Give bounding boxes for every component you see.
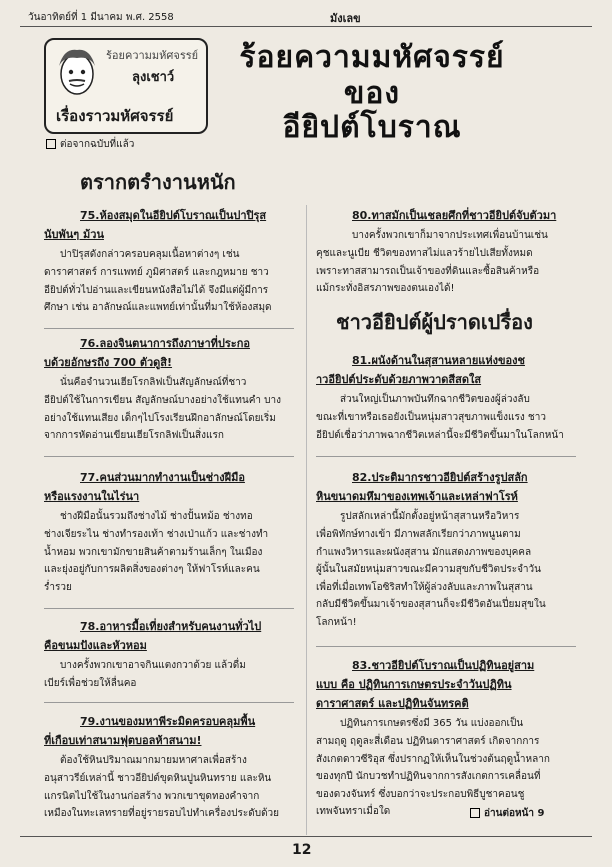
- section-heading-right: ชาวอียิปต์ผู้ปราดเปรื่อง: [336, 310, 533, 334]
- item-79-heading: 79.งานของมหาพีระมิดครอบคลุมพื้น: [80, 715, 256, 728]
- item-79-heading-cont: ที่เกือบเท่าสนามฟุตบอลห้าสนาม!: [44, 734, 202, 747]
- divider: [44, 456, 294, 457]
- divider: [316, 646, 576, 647]
- article-title-line3: อียิปต์โบราณ: [282, 110, 462, 145]
- divider: [44, 328, 294, 329]
- item-77-body-cont: ช่างเจียระไน ช่างทำรองเท้า ช่างเป่าแก้ว และช่างทำ น้ำหอม พวกเขามักขายสินค้าตามร้านเล็กๆ ในเมือง และยุ่งอยู่กับการผลิตสิ่งของต่างๆ ให้ฟาโรห์และคน ร่ำรวย: [44, 529, 269, 593]
- issue-date: วันอาทิตย์ที่ 1 มีนาคม พ.ศ. 2558: [28, 12, 174, 23]
- columnist-portrait-icon: [54, 46, 100, 100]
- continued-from-note: ต่อจากฉบับที่แล้ว: [46, 137, 134, 152]
- checkbox-bullet-icon: [46, 139, 56, 149]
- item-79-body: ต้องใช้หินปริมาณมากมายมหาศาลเพื่อสร้าง: [60, 755, 247, 766]
- item-78-heading: 78.อาหารมื้อเที่ยงสำหรับคนงานทั่วไป: [80, 620, 262, 633]
- item-78-heading-cont: คือขนมปังและหัวหอม: [44, 639, 147, 652]
- item-82-heading: 82.ประติมากรชาวอียิปต์สร้างรูปสลัก: [352, 471, 528, 484]
- item-75-body-cont: ดาราศาสตร์ การแพทย์ ภูมิศาสตร์ และกฎหมาย ชาว อียิปต์ทั่วไปอ่านและเขียนหนังสือไม่ได้ จึงมีแต่ผู้มีการ ศึกษา เช่น อาลักษณ์และแพทย์เท่านั้นที่มาใช้ห้องสมุด: [44, 267, 272, 313]
- checkbox-bullet-icon: [470, 808, 480, 818]
- publication-name: มังเลข: [330, 12, 361, 25]
- section-heading-left: ตรากตรำงานหนัก: [80, 170, 236, 194]
- item-81-heading: 81.ผนังด้านในสุสานหลายแห่งของช: [352, 354, 525, 367]
- item-81-body: ส่วนใหญ่เป็นภาพบันทึกฉากชีวิตของผู้ล่วงลับ: [340, 394, 530, 405]
- item-78-body-cont: เบียร์เพื่อช่วยให้ลื่นคอ: [44, 678, 137, 689]
- item-83-body: ปฏิทินการเกษตรซึ่งมี 365 วัน แบ่งออกเป็น: [340, 718, 524, 729]
- item-76-body-cont: อียิปต์ใช้ในการเขียน สัญลักษณ์บางอย่างใช้แทนคำ บาง อย่างใช้แทนเสียง เด็กๆไปโรงเรียนฝึกอาลักษณ์โดยเริ่ม จากการหัดอ่านเขียนเฮียโรกลิฟเป็นสิ่งแรก: [44, 395, 282, 441]
- item-80-heading: 80.ทาสมักเป็นเชลยศึกที่ชาวอียิปต์จับตัวมา: [352, 209, 557, 222]
- item-82-body: รูปสลักเหล่านี้มักตั้งอยู่หน้าสุสานหรือวิหาร: [340, 511, 520, 522]
- column-box-title: ร้อยความมหัศจรรย์: [106, 49, 199, 62]
- article-title-line2: ของ: [343, 76, 401, 111]
- item-76-heading: 76.ลองจินตนาการถึงภาษาที่ประกอ: [80, 337, 250, 350]
- item-75-heading: 75.ห้องสมุดในอียิปต์โบราณเป็นปาปิรุส: [80, 209, 267, 222]
- item-76-body: นั่นคือจำนวนเฮียโรกลิฟเป็นสัญลักษณ์ที่ชาว: [60, 377, 247, 388]
- page-number: 12: [292, 842, 312, 858]
- divider: [44, 608, 294, 609]
- item-75-heading-cont: นับพันๆ ม้วน: [44, 228, 104, 241]
- item-77-heading: 77.คนส่วนมากทำงานเป็นช่างฝีมือ: [80, 471, 245, 484]
- item-83-heading-cont: แบบ คือ ปฏิทินการเกษตรประจำวันปฏิทิน: [316, 678, 512, 691]
- columnist-name: ลุงเชาว์: [132, 70, 175, 85]
- item-77-body: ช่างฝีมือนั้นรวมถึงช่างไม้ ช่างปั้นหม้อ ช่างทอ: [60, 511, 253, 522]
- item-83-heading: 83.ชาวอียิปต์โบราณเป็นปฏิทินอยู่สาม: [352, 659, 535, 672]
- item-76-heading-cont: บด้วยอักษรถึง 700 ตัวดูสิ!: [44, 356, 173, 369]
- page-header: [20, 8, 592, 27]
- item-77-heading-cont: หรือแรงงานในไร่นา: [44, 490, 140, 503]
- column-logo-box: [44, 38, 208, 134]
- item-81-heading-cont: าวอียิปต์ประดับด้วยภาพวาดสีสดใส: [316, 373, 482, 386]
- item-78-body: บางครั้งพวกเขาอาจกินแตงกวาด้วย แล้วดื่ม: [60, 660, 246, 671]
- item-83-heading-cont2: ดาราศาสตร์ และปฏิทินจันทรคติ: [316, 697, 469, 710]
- item-79-body-cont: อนุสาวรีย์เหล่านี้ ชาวอียิปต์ขุดหินปูนหินทราย และหิน แกรนิตไปใช้ในงานก่อสร้าง พวกเขาขุดทองคำจาก เหมืองในทะเลทรายที่อยู่รายรอบไปทำเครื่องประดับด้วย: [44, 773, 280, 819]
- continue-on-page-note: อ่านต่อหน้า 9: [470, 806, 544, 821]
- item-81-body-cont: ขณะที่เขาหรือเธอยังเป็นหนุ่มสาวสุขภาพแข็งแรง ชาว อียิปต์เชื่อว่าภาพฉากชีวิตเหล่านี้จะมีชีวิตขึ้นมาในโลกหน้า: [316, 412, 564, 441]
- column-divider: [306, 205, 307, 835]
- item-82-heading-cont: หินขนาดมหึมาของเทพเจ้าและเหล่าฟาโรห์: [316, 490, 518, 503]
- item-82-body-cont: เพื่อพิทักษ์ทางเข้า มีภาพสลักเรียกว่าภาพนูนตาม กำแพงวิหารและผนังสุสาน มักแสดงภาพของบุคคล ผู้นั้นในสมัยหนุ่มสาวขณะมีความสุขกับชีวิตประจำวัน เพื่อที่เมื่อเทพโอซิริสทำให้ผู้ล่วงลับและภาพในสุสาน กลับมีชีวิตขึ้นมาเจ้าของสุสานก็จะมีชีวิตอันเปี่ยมสุขใน โลกหน้า!: [316, 529, 546, 628]
- footer-rule: [20, 836, 592, 837]
- item-75-body: ปาปิรุสดังกล่าวครอบคลุมเนื้อหาต่างๆ เช่น: [60, 249, 240, 260]
- divider: [316, 456, 576, 457]
- item-83-body-cont: สามฤดู ฤดูละสี่เดือน ปฏิทินดาราศาสตร์ เกิดจากการ สังเกตดาวซีริอุส ซึ่งปรากฏให้เห็นในช่วงต้นฤดูน้ำหลาก ของทุกปี นักบวชทำปฏิทินจากการสังเกตการเคลื่อนที่ ของดวงจันทร์ ซึ่งบอกว่าจะประกอบพิธีบูชาคอนชู เทพจันทราเมื่อใด: [316, 736, 550, 817]
- item-80-body: บางครั้งพวกเขาก็มาจากประเทศเพื่อนบ้านเช่น: [352, 230, 548, 241]
- column-box-subtitle: เรื่องราวมหัศจรรย์: [56, 107, 174, 125]
- divider: [44, 702, 294, 703]
- article-title-line1: ร้อยความมหัศจรรย์: [239, 40, 505, 75]
- item-80-body-cont: คุชและนูเบีย ชีวิตของทาสไม่แลวร้ายไปเสียทั้งหมด เพราะทาสสามารถเป็นเจ้าของที่ดินและซื้อสินค้าหรือ แม้กระทั่งอิสรภาพของตนเองได้!: [316, 248, 540, 294]
